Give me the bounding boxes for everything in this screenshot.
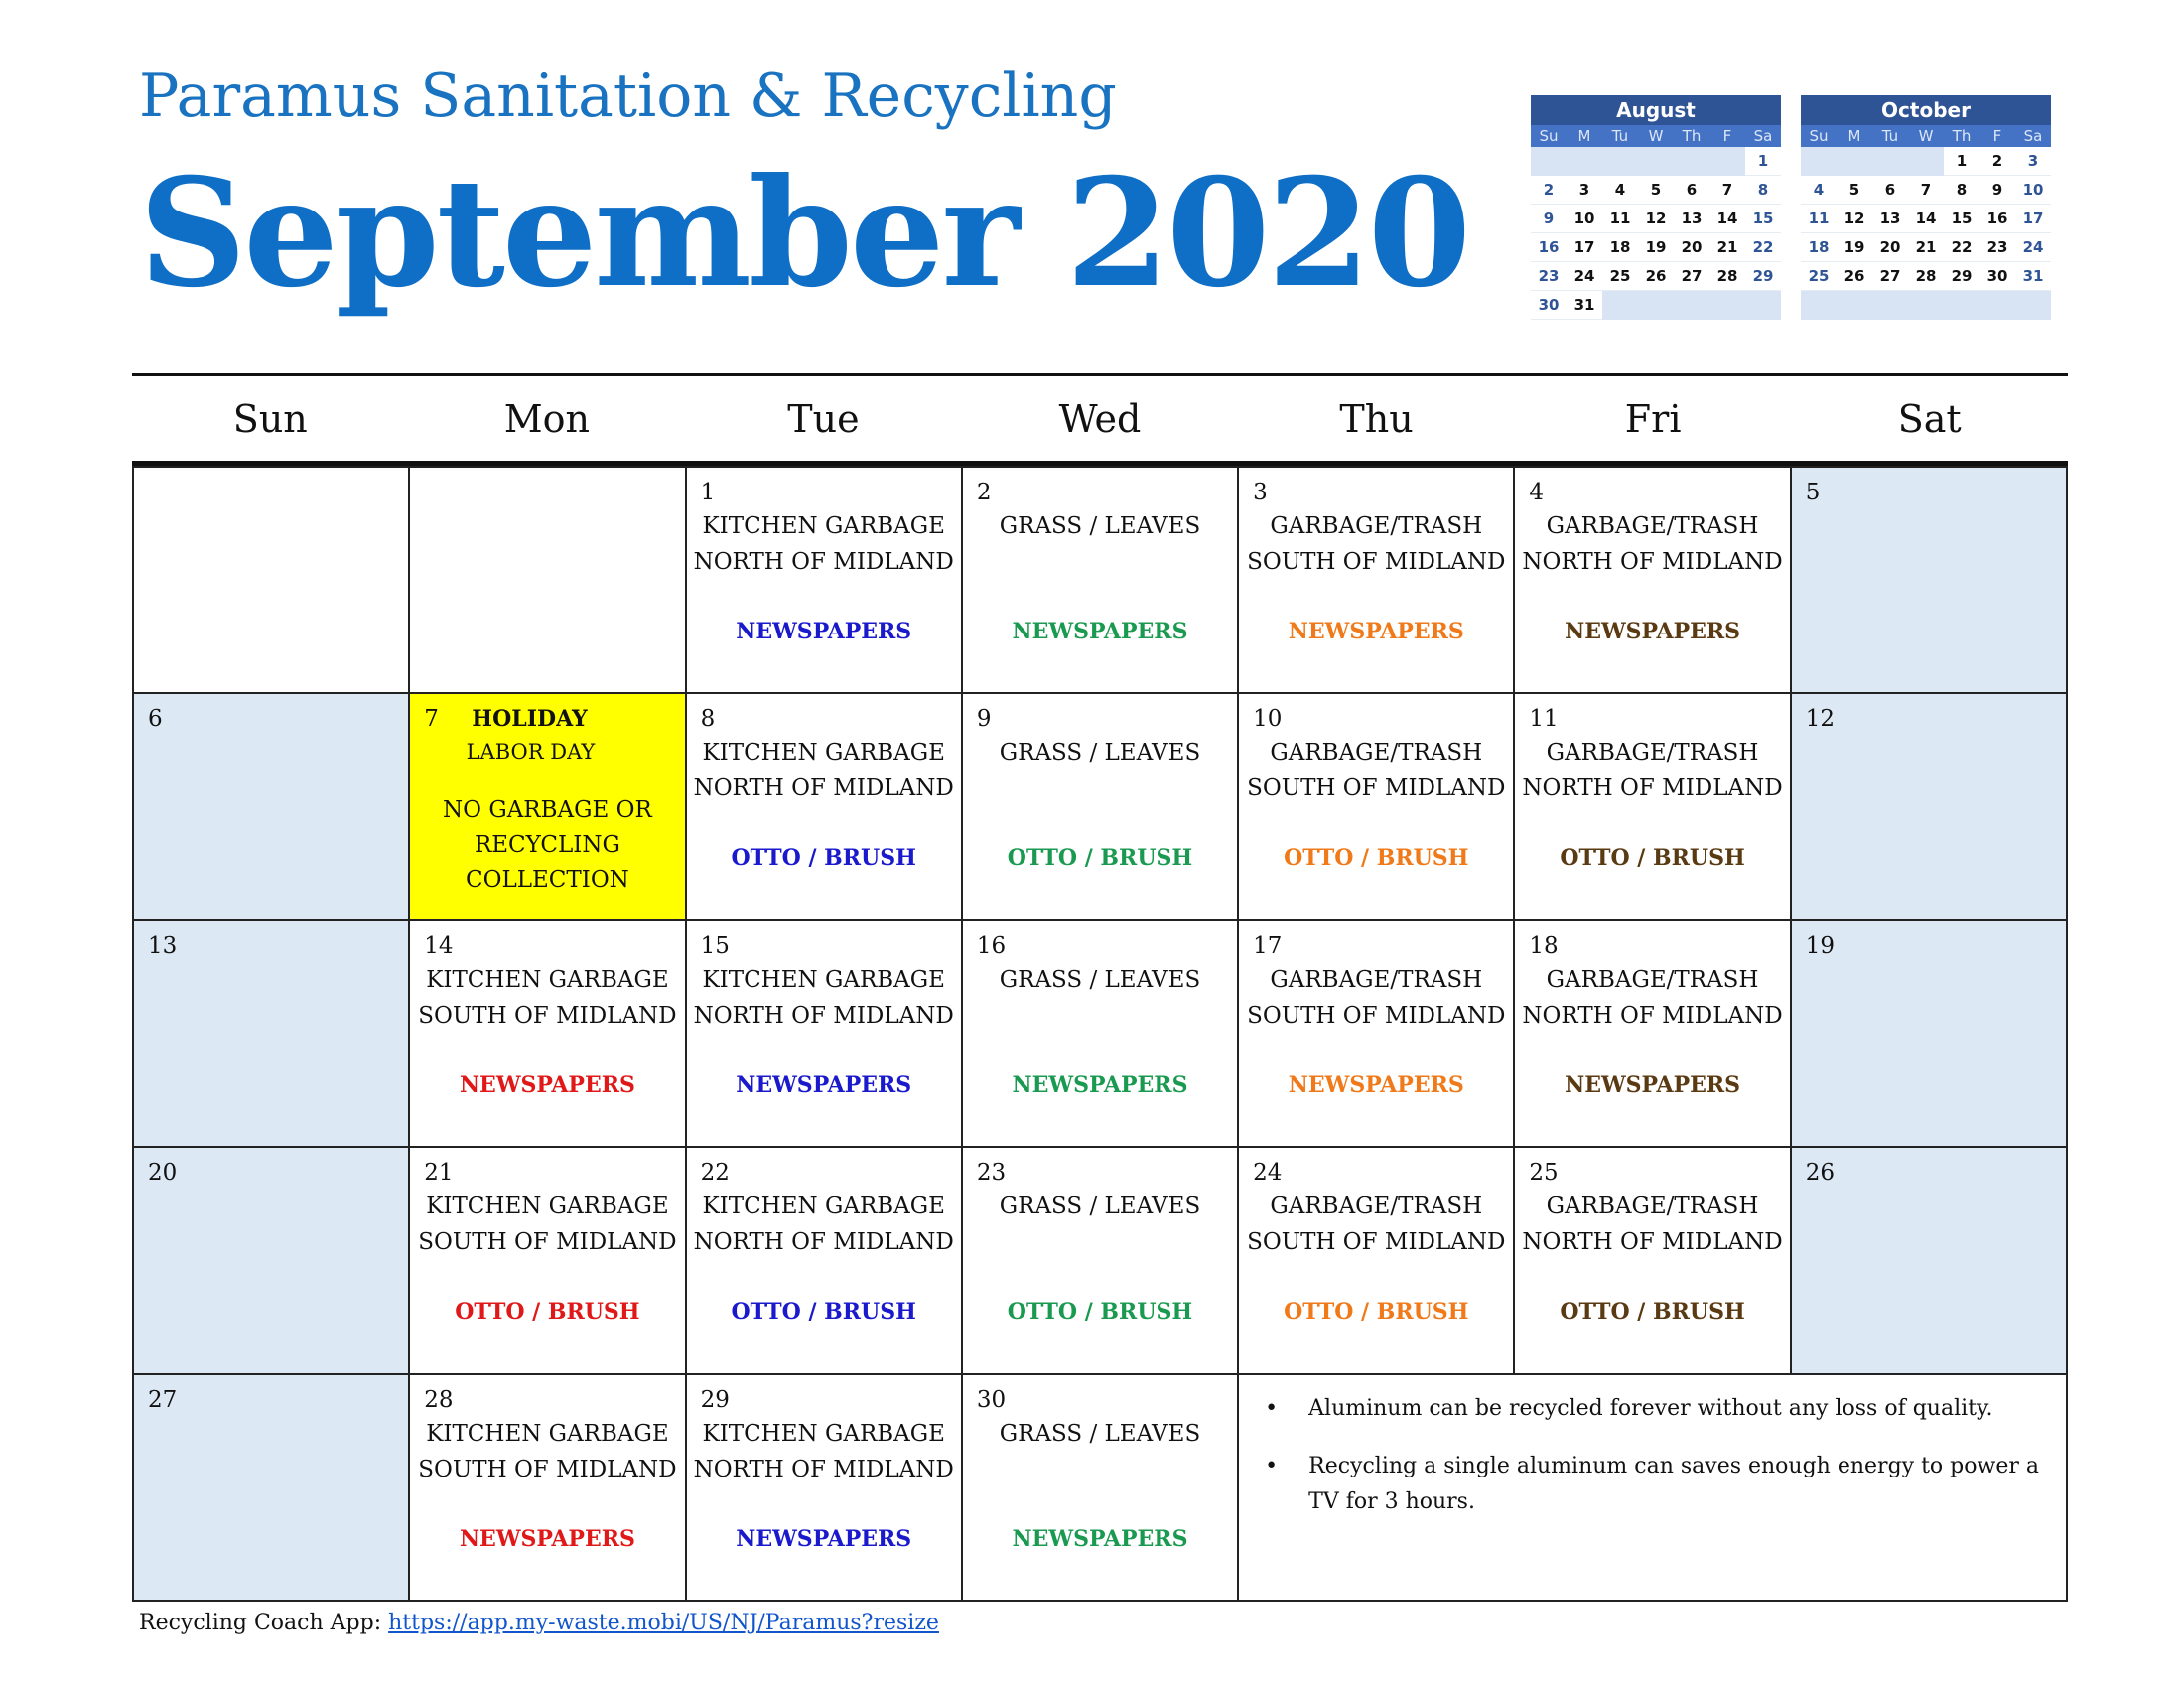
mini-day: 25 <box>1602 262 1638 291</box>
collection-type: GRASS / LEAVES <box>999 1420 1201 1447</box>
mini-day: 6 <box>1872 176 1908 205</box>
mini-day: 17 <box>1567 233 1602 262</box>
recycling-item: NEWSPAPERS <box>1288 619 1464 644</box>
mini-day: 14 <box>1709 205 1745 233</box>
mini-empty-cell <box>1709 291 1745 320</box>
mini-day: 20 <box>1872 233 1908 262</box>
app-link[interactable]: https://app.my-waste.mobi/US/NJ/Paramus?resize <box>388 1611 939 1635</box>
mini-weekday-label: F <box>1722 127 1732 145</box>
mini-day: 31 <box>1567 291 1602 320</box>
empty-day-cell <box>134 466 410 692</box>
mini-day: 5 <box>1837 176 1872 205</box>
mini-day: 30 <box>1979 262 2015 291</box>
mini-day: 17 <box>2015 205 2051 233</box>
mini-weekday-label: W <box>1648 127 1664 145</box>
collection-type: GARBAGE/TRASH <box>1270 513 1483 539</box>
mini-day: 11 <box>1801 205 1837 233</box>
mini-day: 4 <box>1602 176 1638 205</box>
mini-day: 7 <box>1709 176 1745 205</box>
day-cell <box>963 466 1239 692</box>
empty-day-cell <box>410 466 686 692</box>
day-number: 15 <box>700 932 730 959</box>
page-title: September 2020 <box>139 146 1469 321</box>
mini-day: 1 <box>1944 147 1979 176</box>
weekday-tue: Tue <box>787 397 860 441</box>
footer <box>139 1611 939 1635</box>
day-cell-weekend <box>1792 1146 2068 1372</box>
collection-zone: SOUTH OF MIDLAND <box>1247 549 1506 575</box>
mini-day: 26 <box>1837 262 1872 291</box>
mini-day: 22 <box>1944 233 1979 262</box>
day-number: 3 <box>1253 480 1268 505</box>
collection-type: GARBAGE/TRASH <box>1270 740 1483 767</box>
day-cell-weekend <box>134 692 410 918</box>
mini-day: 23 <box>1531 262 1567 291</box>
mini-weekday-label: W <box>1918 127 1934 145</box>
mini-empty-cell <box>1602 291 1638 320</box>
day-cell <box>687 919 963 1146</box>
collection-type: KITCHEN GARBAGE <box>426 966 669 993</box>
day-number: 14 <box>424 932 454 959</box>
collection-zone: NORTH OF MIDLAND <box>693 775 954 802</box>
day-cell <box>963 1373 1239 1600</box>
collection-type: KITCHEN GARBAGE <box>702 740 945 767</box>
mini-weekday-label: Tu <box>1881 127 1899 145</box>
mini-calendar-month: October <box>1801 95 2051 125</box>
recycling-item: OTTO / BRUSH <box>1560 1299 1745 1326</box>
mini-day: 9 <box>1979 176 2015 205</box>
mini-weekday-label: Tu <box>1611 127 1629 145</box>
collection-zone: NORTH OF MIDLAND <box>1522 549 1783 575</box>
day-number: 28 <box>424 1386 454 1413</box>
collection-zone: SOUTH OF MIDLAND <box>1247 1002 1506 1029</box>
mini-day: 21 <box>1908 233 1944 262</box>
recycling-item: OTTO / BRUSH <box>1284 845 1469 872</box>
mini-day: 19 <box>1638 233 1674 262</box>
mini-empty-cell <box>1709 147 1745 176</box>
mini-day: 1 <box>1745 147 1781 176</box>
mini-day: 5 <box>1638 176 1674 205</box>
recycling-facts <box>1239 1373 2068 1600</box>
day-cell <box>687 1146 963 1372</box>
day-number: 13 <box>148 932 178 959</box>
day-cell <box>1515 919 1791 1146</box>
recycling-item: NEWSPAPERS <box>736 619 912 644</box>
mini-empty-cell <box>1745 291 1781 320</box>
mini-day: 3 <box>1567 176 1602 205</box>
day-number: 19 <box>1805 932 1835 959</box>
collection-zone: NORTH OF MIDLAND <box>693 1229 954 1256</box>
day-cell <box>1239 919 1515 1146</box>
mini-day: 21 <box>1709 233 1745 262</box>
mini-empty-cell <box>1567 147 1602 176</box>
mini-weekday-label: Th <box>1952 127 1972 145</box>
day-cell <box>687 692 963 918</box>
mini-day: 24 <box>2015 233 2051 262</box>
collection-type: GRASS / LEAVES <box>999 513 1201 539</box>
collection-type: GARBAGE/TRASH <box>1270 1194 1483 1220</box>
mini-calendar-august <box>1531 95 1781 320</box>
mini-day: 31 <box>2015 262 2051 291</box>
mini-day: 7 <box>1908 176 1944 205</box>
mini-weekday-label: M <box>1847 127 1861 145</box>
mini-day: 4 <box>1801 176 1837 205</box>
collection-type: KITCHEN GARBAGE <box>702 513 945 539</box>
fact-text: Recycling a single aluminum can saves enough energy to power a TV for 3 hours. <box>1308 1453 2039 1514</box>
holiday-note: NO GARBAGE OR RECYCLING COLLECTION <box>443 797 652 894</box>
day-cell <box>687 1373 963 1600</box>
day-number: 5 <box>1805 480 1821 505</box>
mini-day: 16 <box>1531 233 1567 262</box>
recycling-item: NEWSPAPERS <box>736 1071 912 1098</box>
mini-weekday-label: F <box>1992 127 2002 145</box>
collection-zone: SOUTH OF MIDLAND <box>1247 775 1506 802</box>
recycling-item: NEWSPAPERS <box>1012 619 1188 644</box>
mini-day: 15 <box>1745 205 1781 233</box>
mini-day: 11 <box>1602 205 1638 233</box>
mini-day: 22 <box>1745 233 1781 262</box>
day-number: 26 <box>1805 1160 1835 1187</box>
holiday-title: HOLIDAY <box>472 706 588 733</box>
mini-day: 28 <box>1709 262 1745 291</box>
weekday-thu: Thu <box>1339 397 1414 441</box>
mini-weekday-label: Sa <box>2023 127 2043 145</box>
mini-empty-cell <box>1979 291 2015 320</box>
mini-day: 18 <box>1602 233 1638 262</box>
mini-day: 13 <box>1674 205 1709 233</box>
mini-day: 28 <box>1908 262 1944 291</box>
day-number: 23 <box>976 1160 1007 1187</box>
collection-type: GARBAGE/TRASH <box>1270 966 1483 993</box>
collection-zone: NORTH OF MIDLAND <box>693 549 954 575</box>
mini-empty-cell <box>1638 147 1674 176</box>
collection-type: GRASS / LEAVES <box>999 966 1201 993</box>
mini-day: 12 <box>1638 205 1674 233</box>
mini-empty-cell <box>1674 291 1709 320</box>
collection-type: GARBAGE/TRASH <box>1546 966 1759 993</box>
mini-empty-cell <box>1801 147 1837 176</box>
fact-item <box>1259 1449 2046 1520</box>
collection-zone: SOUTH OF MIDLAND <box>1247 1229 1506 1256</box>
day-number: 20 <box>148 1160 178 1187</box>
mini-empty-cell <box>1638 291 1674 320</box>
mini-weekday-label: Sa <box>1753 127 1773 145</box>
collection-zone: NORTH OF MIDLAND <box>1522 1229 1783 1256</box>
mini-day: 25 <box>1801 262 1837 291</box>
recycling-item: OTTO / BRUSH <box>1007 845 1193 872</box>
day-number: 4 <box>1529 480 1545 505</box>
day-number: 8 <box>700 706 716 733</box>
recycling-item: OTTO / BRUSH <box>1560 845 1745 872</box>
mini-empty-cell <box>1801 291 1837 320</box>
mini-empty-cell <box>1674 147 1709 176</box>
day-cell-weekend <box>1792 466 2068 692</box>
mini-day: 19 <box>1837 233 1872 262</box>
mini-day: 16 <box>1979 205 2015 233</box>
collection-zone: SOUTH OF MIDLAND <box>418 1229 677 1256</box>
day-cell-weekend <box>1792 919 2068 1146</box>
weekday-mon: Mon <box>503 397 590 441</box>
mini-day: 18 <box>1801 233 1837 262</box>
mini-empty-cell <box>1837 147 1872 176</box>
day-cell <box>410 1373 686 1600</box>
mini-empty-cell <box>2015 291 2051 320</box>
mini-calendar-grid <box>1801 147 2051 320</box>
collection-type: GRASS / LEAVES <box>999 740 1201 767</box>
day-cell <box>1515 1146 1791 1372</box>
day-number: 1 <box>700 480 716 505</box>
day-cell <box>963 1146 1239 1372</box>
recycling-item: NEWSPAPERS <box>1565 619 1741 644</box>
recycling-item: NEWSPAPERS <box>459 1525 635 1552</box>
holiday-name: LABOR DAY <box>466 740 596 765</box>
recycling-item: NEWSPAPERS <box>459 1071 635 1098</box>
recycling-item: NEWSPAPERS <box>1565 1071 1741 1098</box>
mini-day: 15 <box>1944 205 1979 233</box>
day-cell-holiday <box>410 692 686 918</box>
mini-day: 10 <box>1567 205 1602 233</box>
mini-empty-cell <box>1602 147 1638 176</box>
fact-item <box>1259 1391 2046 1427</box>
recycling-item: OTTO / BRUSH <box>731 1299 916 1326</box>
day-number: 9 <box>976 706 992 733</box>
recycling-item: NEWSPAPERS <box>1288 1071 1464 1098</box>
mini-calendar-month: August <box>1531 95 1781 125</box>
day-number: 10 <box>1253 706 1283 733</box>
day-cell-weekend <box>1792 692 2068 918</box>
subtitle: Paramus Sanitation & Recycling <box>139 62 1117 131</box>
mini-day: 6 <box>1674 176 1709 205</box>
weekday-wed: Wed <box>1058 397 1142 441</box>
mini-empty-cell <box>1872 147 1908 176</box>
day-number: 30 <box>976 1386 1007 1413</box>
mini-weekday-label: Su <box>1539 127 1559 145</box>
weekday-sun: Sun <box>232 397 308 441</box>
mini-day: 14 <box>1908 205 1944 233</box>
mini-day: 20 <box>1674 233 1709 262</box>
mini-day: 30 <box>1531 291 1567 320</box>
mini-empty-cell <box>1531 147 1567 176</box>
mini-calendar-october <box>1801 95 2051 320</box>
collection-type: KITCHEN GARBAGE <box>702 1194 945 1220</box>
mini-day: 27 <box>1674 262 1709 291</box>
mini-weekday-label: Th <box>1682 127 1702 145</box>
mini-weekday-label: Su <box>1809 127 1829 145</box>
day-number: 7 <box>424 706 439 733</box>
day-cell <box>687 466 963 692</box>
mini-calendar-day-header <box>1801 125 2051 147</box>
recycling-item: NEWSPAPERS <box>1012 1071 1188 1098</box>
mini-day: 24 <box>1567 262 1602 291</box>
day-number: 25 <box>1529 1160 1559 1187</box>
header-rule-top <box>132 373 2068 376</box>
mini-day: 29 <box>1944 262 1979 291</box>
mini-day: 10 <box>2015 176 2051 205</box>
bullet-icon: • <box>1265 1395 1279 1421</box>
collection-type: GARBAGE/TRASH <box>1546 513 1759 539</box>
weekday-fri: Fri <box>1624 397 1682 441</box>
day-number: 2 <box>976 480 992 505</box>
bullet-icon: • <box>1265 1453 1279 1478</box>
mini-empty-cell <box>1837 291 1872 320</box>
facts-list <box>1259 1391 2046 1520</box>
mini-empty-cell <box>1872 291 1908 320</box>
mini-day: 9 <box>1531 205 1567 233</box>
mini-day: 27 <box>1872 262 1908 291</box>
mini-day: 8 <box>1745 176 1781 205</box>
collection-type: KITCHEN GARBAGE <box>426 1420 669 1447</box>
fact-text: Aluminum can be recycled forever without any loss of quality. <box>1308 1395 1993 1421</box>
day-cell <box>1239 692 1515 918</box>
mini-empty-cell <box>1908 147 1944 176</box>
recycling-item: OTTO / BRUSH <box>1284 1299 1469 1326</box>
day-number: 18 <box>1529 932 1559 959</box>
collection-type: KITCHEN GARBAGE <box>702 966 945 993</box>
day-number: 6 <box>148 706 163 733</box>
day-cell-weekend <box>134 919 410 1146</box>
recycling-item: NEWSPAPERS <box>736 1525 912 1552</box>
day-cell <box>963 692 1239 918</box>
collection-type: KITCHEN GARBAGE <box>702 1420 945 1447</box>
calendar-grid <box>132 466 2068 1602</box>
collection-zone: SOUTH OF MIDLAND <box>418 1002 677 1029</box>
day-number: 16 <box>976 932 1007 959</box>
day-number: 12 <box>1805 706 1835 733</box>
mini-day: 2 <box>1979 147 2015 176</box>
mini-day: 23 <box>1979 233 2015 262</box>
day-cell-weekend <box>134 1146 410 1372</box>
mini-day: 8 <box>1944 176 1979 205</box>
day-number: 17 <box>1253 932 1283 959</box>
collection-zone: NORTH OF MIDLAND <box>1522 1002 1783 1029</box>
recycling-item: OTTO / BRUSH <box>731 845 916 872</box>
mini-empty-cell <box>1908 291 1944 320</box>
day-cell-weekend <box>134 1373 410 1600</box>
mini-day: 26 <box>1638 262 1674 291</box>
mini-weekday-label: M <box>1577 127 1591 145</box>
mini-calendar-day-header <box>1531 125 1781 147</box>
mini-empty-cell <box>1944 291 1979 320</box>
weekday-header <box>132 383 2068 455</box>
day-number: 27 <box>148 1386 178 1413</box>
day-cell <box>1239 466 1515 692</box>
footer-label: Recycling Coach App: <box>139 1611 389 1635</box>
mini-day: 13 <box>1872 205 1908 233</box>
day-cell <box>410 1146 686 1372</box>
day-cell <box>1515 692 1791 918</box>
collection-zone: NORTH OF MIDLAND <box>693 1456 954 1482</box>
weekday-sat: Sat <box>1897 397 1962 441</box>
collection-type: GRASS / LEAVES <box>999 1194 1201 1220</box>
day-cell <box>410 919 686 1146</box>
mini-calendar-grid <box>1531 147 1781 320</box>
collection-zone: SOUTH OF MIDLAND <box>418 1456 677 1482</box>
recycling-item: OTTO / BRUSH <box>455 1299 640 1326</box>
day-number: 29 <box>700 1386 730 1413</box>
mini-day: 2 <box>1531 176 1567 205</box>
collection-type: GARBAGE/TRASH <box>1546 1194 1759 1220</box>
day-number: 24 <box>1253 1160 1283 1187</box>
recycling-item: NEWSPAPERS <box>1012 1525 1188 1552</box>
mini-day: 12 <box>1837 205 1872 233</box>
collection-type: KITCHEN GARBAGE <box>426 1194 669 1220</box>
day-cell <box>1239 1146 1515 1372</box>
collection-type: GARBAGE/TRASH <box>1546 740 1759 767</box>
day-number: 11 <box>1529 706 1559 733</box>
mini-day: 29 <box>1745 262 1781 291</box>
day-cell <box>963 919 1239 1146</box>
recycling-item: OTTO / BRUSH <box>1007 1299 1193 1326</box>
day-cell <box>1515 466 1791 692</box>
day-number: 22 <box>700 1160 730 1187</box>
collection-zone: NORTH OF MIDLAND <box>1522 775 1783 802</box>
mini-day: 3 <box>2015 147 2051 176</box>
collection-zone: NORTH OF MIDLAND <box>693 1002 954 1029</box>
day-number: 21 <box>424 1160 454 1187</box>
